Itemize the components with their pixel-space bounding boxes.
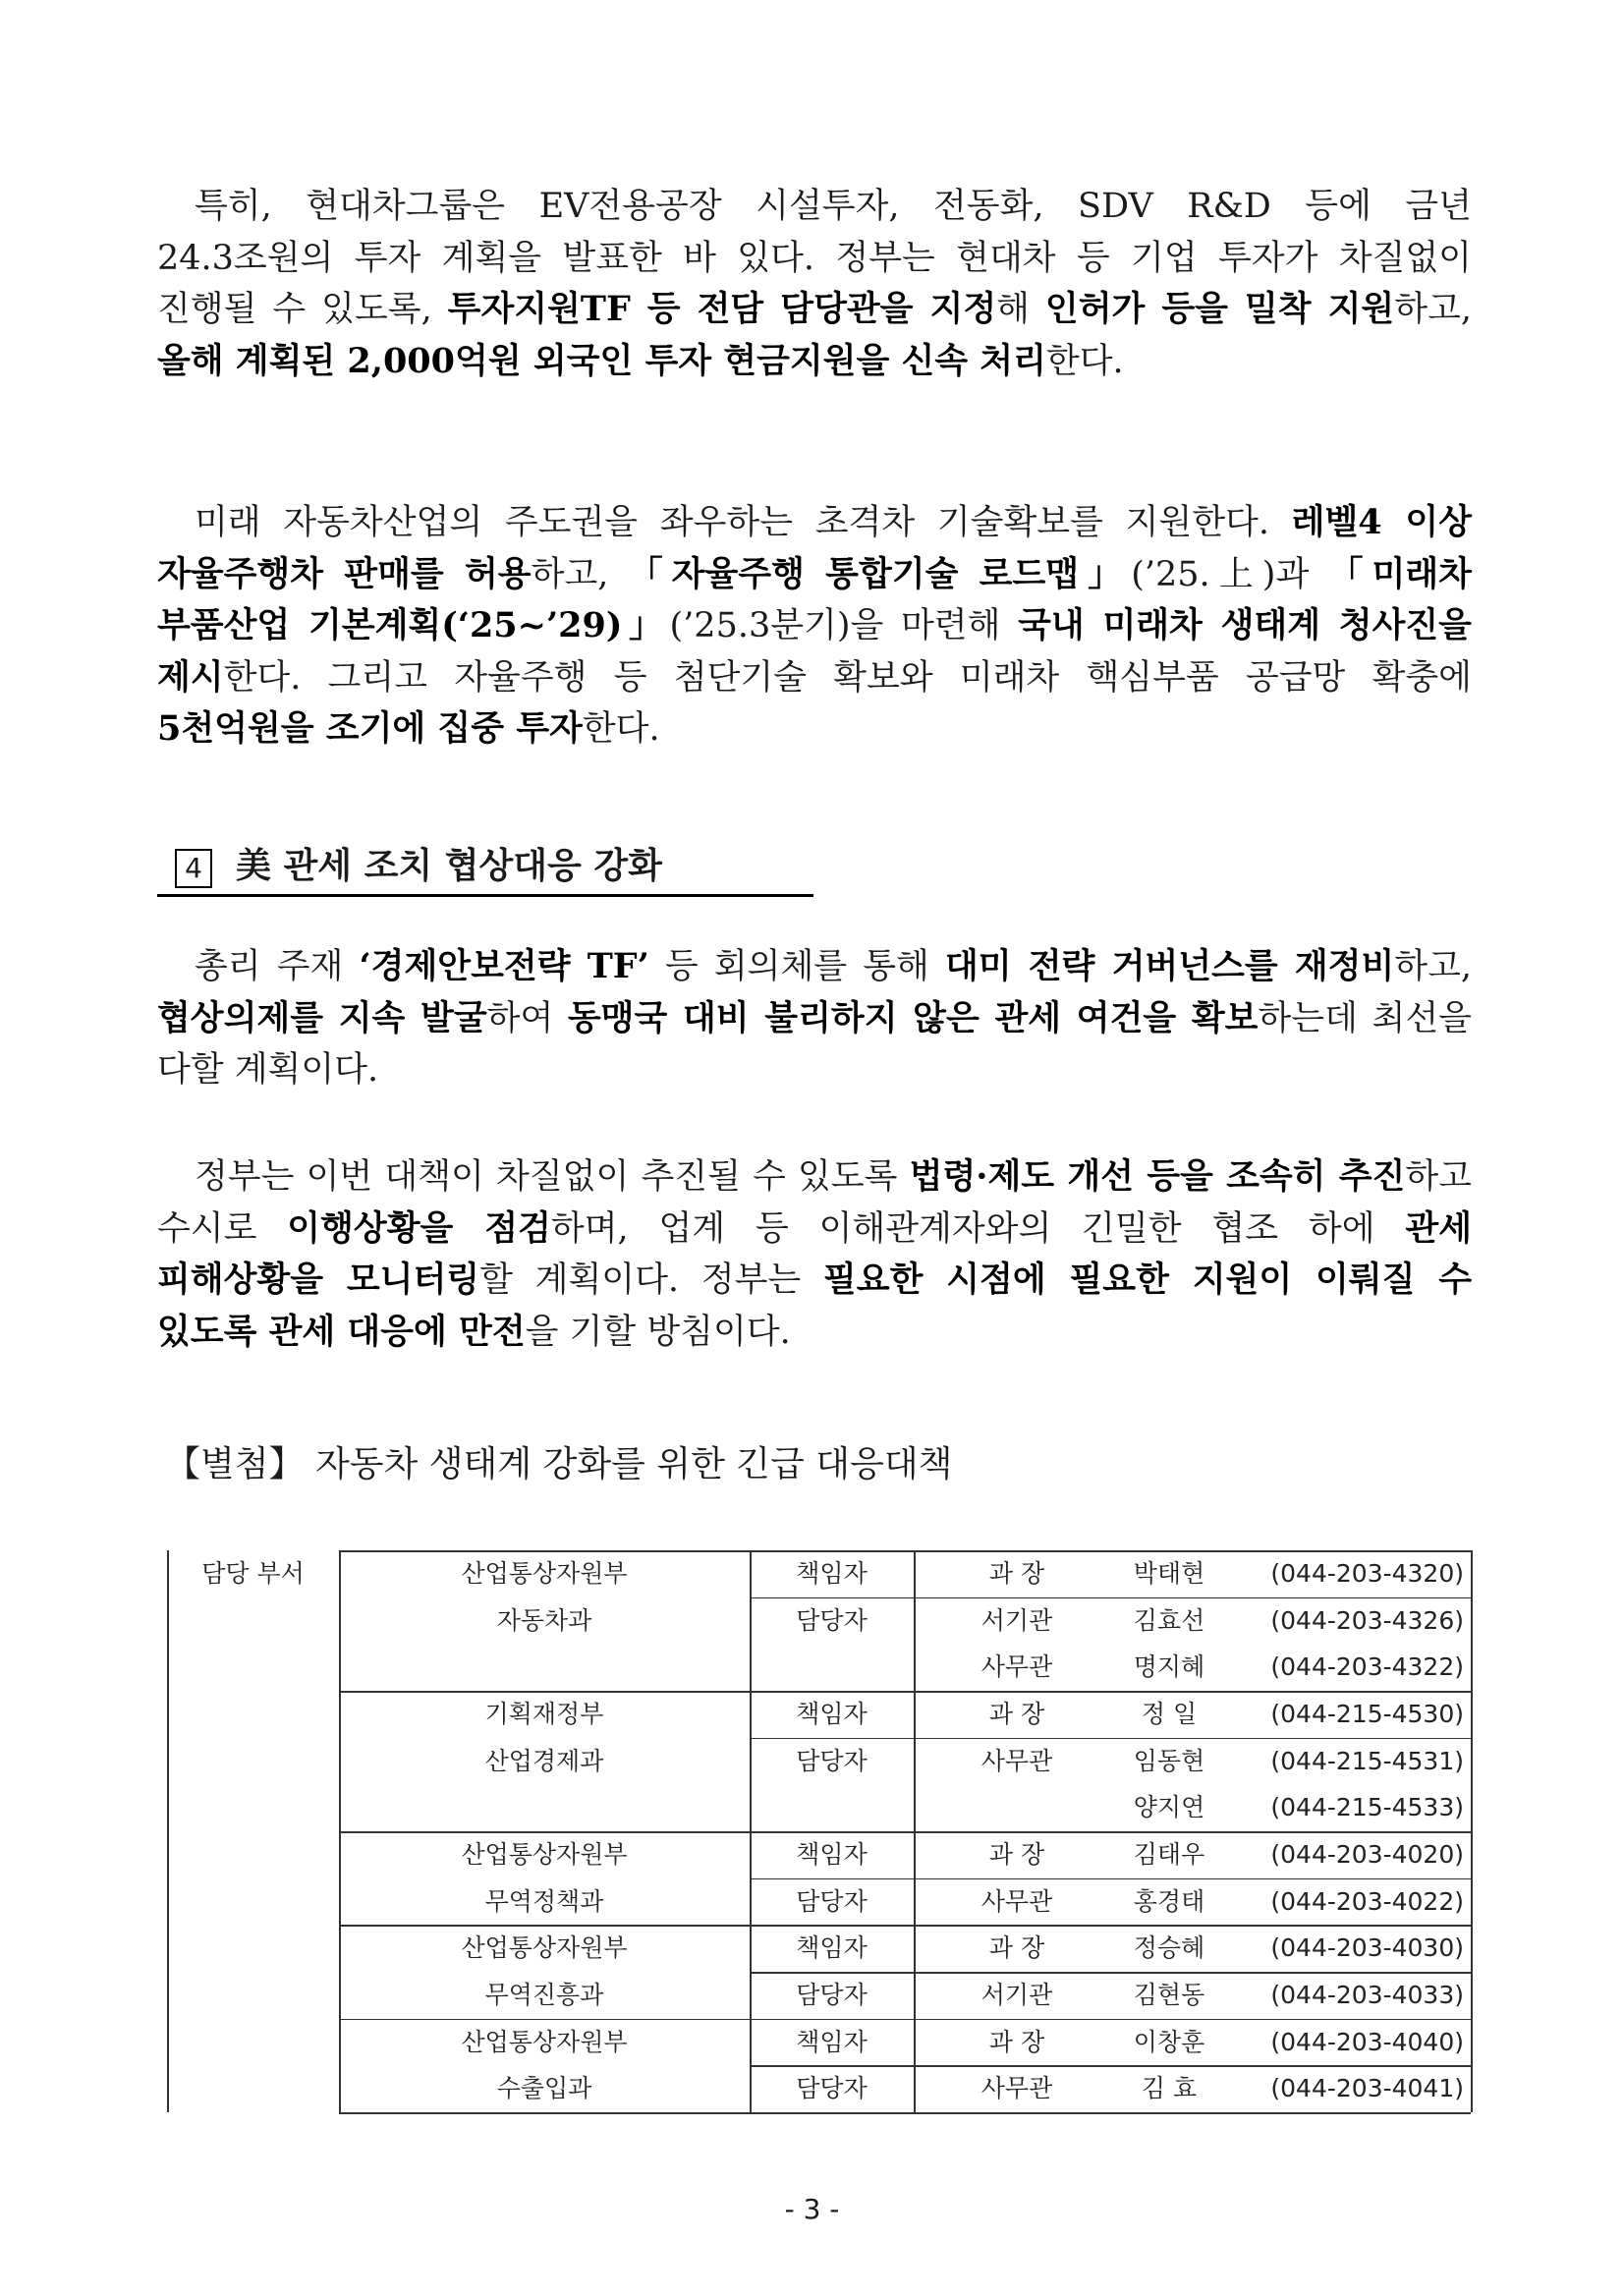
emphasis-text: 필요한 시점에 필요한 지원이 이뤄질 수 있도록 관세 대응에 만전 <box>157 1260 1473 1352</box>
paragraph-implementation-monitoring <box>157 1151 1472 1358</box>
contact-cell: 과 장 <box>988 1558 1045 1588</box>
contact-cell: 담당자 <box>796 1980 868 2009</box>
body-text: (’25.上)과 <box>1131 554 1329 594</box>
emphasis-text: 레벨4 이상 자율주행차 판매를 허용 <box>157 502 1473 594</box>
contact-cell: 서기관 <box>980 1980 1053 2009</box>
contact-cell: 사무관 <box>980 1746 1053 1775</box>
table-border <box>750 1878 1471 1880</box>
table-border <box>339 1831 1471 1833</box>
contact-cell: (044-203-4020) <box>1270 1839 1464 1869</box>
table-border <box>750 1972 1471 1974</box>
contact-cell: 담당자 <box>796 1746 868 1775</box>
emphasis-text: 법령·제도 개선 등을 조속히 추진 <box>909 1156 1406 1197</box>
body-text: 하고 수시로 <box>157 1157 1472 1249</box>
contact-table <box>167 1550 1471 2112</box>
contact-cell: (044-203-4030) <box>1270 1933 1464 1963</box>
table-border <box>167 1550 169 2112</box>
contact-cell: 무역진흥과 <box>484 1980 604 2009</box>
body-text: 하고, <box>1394 290 1472 329</box>
emphasis-text: 인허가 등을 밀착 지원 <box>1044 289 1395 329</box>
contact-cell: 담당자 <box>796 1886 868 1916</box>
page-number: - 3 - <box>784 2193 840 2225</box>
table-border <box>750 2065 1471 2067</box>
table-border <box>750 1738 1471 1740</box>
contact-cell: 산업통상자원부 <box>461 2027 628 2056</box>
contact-cell: 기획재정부 <box>484 1699 604 1728</box>
body-text: 하고, <box>1394 947 1473 986</box>
contact-cell: 담당자 <box>796 2074 868 2103</box>
section-number: 4 <box>175 849 212 888</box>
emphasis-text: 투자지원TF 등 전담 담당관을 지정 <box>447 289 997 329</box>
contact-cell: 책임자 <box>796 1699 868 1728</box>
contact-cell: (044-203-4040) <box>1270 2027 1464 2056</box>
contact-cell: 담당 부서 <box>201 1558 305 1588</box>
section-title: 美 관세 조치 협상대응 강화 <box>236 846 662 886</box>
body-text: 특히, 현대차그룹은 EV전용공장 시설투자, 전동화, SDV R&D 등에 금년 24.3조원의 투자 계획을 발표한 바 있다. 정부는 현대차 등 기업 투자가 차질없이 진행될 수 있도록, <box>157 187 1472 329</box>
table-border <box>339 1550 1471 1552</box>
emphasis-text: 올해 계획된 2,000억원 외국인 투자 현금지원을 신속 처리 <box>157 340 1046 381</box>
emphasis-text: 국내 미래차 생태계 청사진을 제시 <box>157 605 1472 698</box>
contact-cell: 정 일 <box>1141 1699 1198 1728</box>
contact-cell: 무역정책과 <box>484 1886 604 1916</box>
contact-cell: (044-203-4322) <box>1270 1652 1464 1682</box>
contact-cell: 서기관 <box>980 1605 1053 1635</box>
emphasis-text: 「미래차 부품산업 기본계획(‘25~’29)」 <box>157 553 1472 645</box>
body-text: 하며, 업계 등 이해관계자와의 긴밀한 협조 하에 <box>550 1208 1406 1249</box>
body-text: 을 기할 방침이다. <box>525 1312 791 1352</box>
paragraph-future-car-tech <box>157 497 1472 756</box>
contact-cell: 과 장 <box>988 2027 1045 2056</box>
table-border <box>339 1925 1471 1927</box>
contact-cell: 사무관 <box>980 1886 1053 1916</box>
emphasis-text: 대미 전략 거버넌스를 재정비 <box>944 946 1395 986</box>
contact-cell: (044-203-4326) <box>1270 1605 1464 1635</box>
contact-cell: 책임자 <box>796 1933 868 1963</box>
table-border <box>339 1691 1471 1693</box>
contact-cell: 과 장 <box>988 1839 1045 1869</box>
contact-cell: 임동현 <box>1133 1746 1205 1775</box>
contact-cell: (044-215-4530) <box>1270 1699 1464 1728</box>
contact-cell: 명지혜 <box>1133 1652 1205 1682</box>
attachment-note: 【별첨】 자동차 생태계 강화를 위한 긴급 대응대책 <box>165 1444 953 1484</box>
contact-cell: 사무관 <box>980 2074 1053 2103</box>
contact-cell: 자동차과 <box>496 1605 592 1635</box>
contact-cell: 이창훈 <box>1133 2027 1205 2056</box>
contact-cell: 과 장 <box>988 1933 1045 1963</box>
paragraph-tariff-negotiation <box>157 941 1472 1096</box>
emphasis-text: 「자율주행 통합기술 로드맵」 <box>628 553 1132 594</box>
contact-cell: 산업통상자원부 <box>461 1933 628 1963</box>
section-heading <box>157 845 813 897</box>
body-text: 할 계획이다. 정부는 <box>479 1260 823 1300</box>
table-border <box>339 2019 1471 2021</box>
contact-cell: 김현동 <box>1133 1980 1205 2009</box>
body-text: 총리 주재 <box>195 947 360 986</box>
emphasis-text: ‘경제안보전략 TF’ <box>359 946 649 986</box>
contact-cell: 산업통상자원부 <box>461 1558 628 1588</box>
contact-cell: (044-203-4320) <box>1270 1558 1464 1588</box>
contact-cell: 책임자 <box>796 1558 868 1588</box>
contact-cell: (044-203-4022) <box>1270 1886 1464 1916</box>
contact-cell: 책임자 <box>796 1839 868 1869</box>
contact-cell: 홍경태 <box>1133 1886 1205 1916</box>
contact-cell: (044-203-4033) <box>1270 1980 1464 2009</box>
body-text: 등 회의체를 통해 <box>648 947 945 986</box>
body-text: 한다. <box>582 709 660 749</box>
contact-cell: 수출입과 <box>496 2074 592 2103</box>
body-text: 한다. 그리고 자율주행 등 첨단기술 확보와 미래차 핵심부품 공급망 확충에 <box>223 657 1472 698</box>
body-text: 하는데 최선을 다할 계획이다. <box>157 998 1472 1090</box>
contact-cell: (044-203-4041) <box>1270 2074 1464 2103</box>
table-border <box>750 1597 1471 1599</box>
body-text: 하여 <box>486 998 568 1038</box>
body-text: (’25.3분기)을 마련해 <box>669 606 1019 645</box>
contact-cell: 사무관 <box>980 1652 1053 1682</box>
paragraph-investment-support <box>157 181 1472 387</box>
table-border <box>1471 1550 1473 2112</box>
contact-cell: 담당자 <box>796 1605 868 1635</box>
emphasis-text: 이행상황을 점검 <box>287 1207 551 1249</box>
emphasis-text: 5천억원을 조기에 집중 투자 <box>157 708 583 749</box>
contact-cell: 산업경제과 <box>484 1746 604 1775</box>
contact-cell: 박태현 <box>1133 1558 1205 1588</box>
body-text: 하고, <box>531 554 629 594</box>
contact-cell: 정승혜 <box>1133 1933 1205 1963</box>
contact-cell: 김 효 <box>1141 2074 1198 2103</box>
body-text: 미래 자동차산업의 주도권을 좌우하는 초격차 기술확보를 지원한다. <box>195 503 1292 542</box>
emphasis-text: 관세 피해상황을 모니터링 <box>157 1207 1473 1300</box>
body-text: 정부는 이번 대책이 차질없이 추진될 수 있도록 <box>195 1157 910 1197</box>
contact-cell: (044-215-4531) <box>1270 1746 1464 1775</box>
contact-cell: 책임자 <box>796 2027 868 2056</box>
contact-cell: 김태우 <box>1133 1839 1205 1869</box>
emphasis-text: 동맹국 대비 불리하지 않은 관세 여건을 확보 <box>567 997 1259 1038</box>
body-text: 한다. <box>1045 341 1124 381</box>
emphasis-text: 협상의제를 지속 발굴 <box>157 997 487 1038</box>
contact-cell: 과 장 <box>988 1699 1045 1728</box>
contact-cell: (044-215-4533) <box>1270 1793 1464 1822</box>
contact-cell: 양지연 <box>1133 1793 1205 1822</box>
contact-cell: 김효선 <box>1133 1605 1205 1635</box>
body-text: 해 <box>996 290 1045 329</box>
contact-cell: 산업통상자원부 <box>461 1839 628 1869</box>
table-border <box>339 2112 1471 2114</box>
